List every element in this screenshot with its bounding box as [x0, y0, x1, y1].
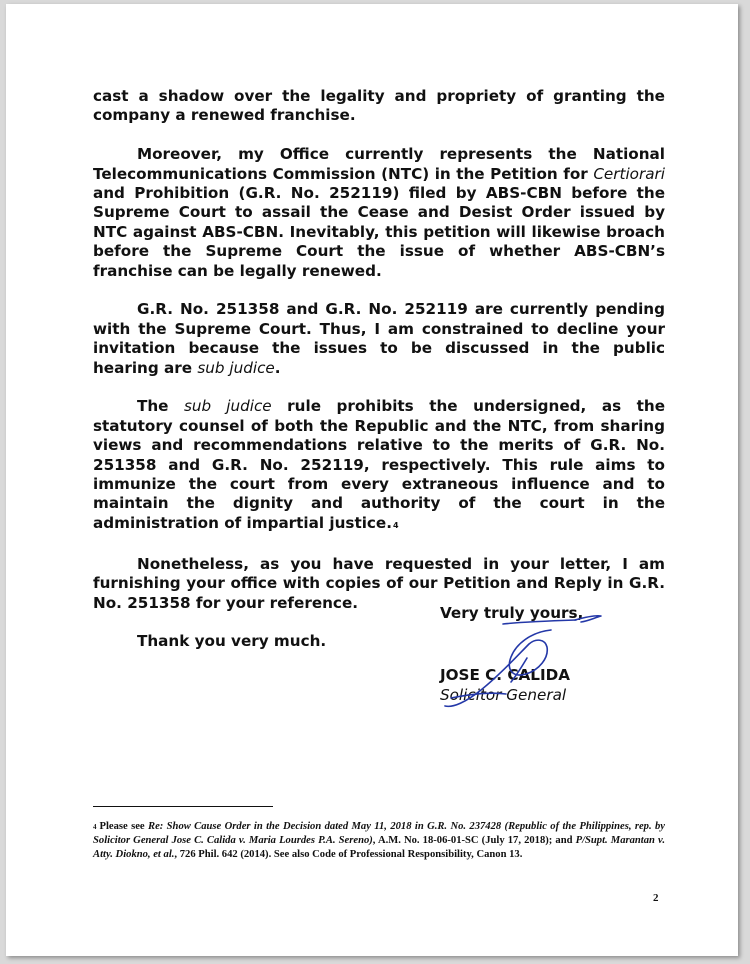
letter-body	[93, 87, 665, 671]
signature-block	[440, 604, 584, 704]
footnote-separator	[93, 806, 273, 807]
signatory-title: Solicitor General	[440, 686, 567, 704]
paragraph-pending-cases: G.R. No. 251358 and G.R. No. 252119 are currently pending with the Supreme Court. Thus, I am constrained to decline your invitation because the issues to be discussed in the public hearing are sub judice.	[93, 300, 665, 377]
page-number: 2	[653, 892, 659, 904]
footnote-4: 4 Please see Re: Show Cause Order in the Decision dated May 11, 2018 in G.R. No. 237428 (Republic of the Philippines, rep. by Solicitor General Jose C. Calida v. Maria Lourdes P.A. Sereno), A.M. No. 18-06-01-SC (July 17, 2018); and P/Supt. Marantan v. Atty. Diokno, et al., 726 Phil. 642 (2014). See also Code of Professional Responsibility, Canon 13.	[93, 821, 665, 860]
footnote-reference[interactable]: 4	[392, 520, 399, 530]
paragraph-ntc-representation: Moreover, my Office currently represents the National Telecommunications Commission (NTC) in the Petition for Certiorari and Prohibition (G.R. No. 252119) filed by ABS-CBN before the Supreme Court to assail the Cease and Desist Order issued by NTC against ABS-CBN. Inevitably, this petition will likewise broach before the Supreme Court the issue of whether ABS-CBN’s franchise can be legally renewed.	[93, 145, 665, 280]
document-page	[6, 4, 738, 956]
paragraph-thanks: Thank you very much.	[137, 632, 327, 651]
signatory-name: JOSE C. CALIDA	[440, 666, 570, 684]
paragraph-furnishing-copies: Nonetheless, as you have requested in your letter, I am furnishing your office with copies of our Petition and Reply in G.R. No. 251358 for your reference.	[93, 554, 665, 612]
closing-salutation: Very truly yours,	[440, 604, 584, 622]
paragraph-sub-judice-rule: The sub judice rule prohibits the undersigned, as the statutory counsel of both the Republic and the NTC, from sharing views and recommendations relative to the merits of G.R. No. 251358 and G.R. No. 252119, respectively. This rule aims to immunize the court from every extraneous influence and to maintain the dignity and authority of the court in the administration of impartial justice.4	[93, 397, 666, 532]
paragraph-continuation: cast a shadow over the legality and propriety of granting the company a renewed franchise.	[93, 87, 665, 125]
footnote-number: 4	[93, 823, 97, 831]
